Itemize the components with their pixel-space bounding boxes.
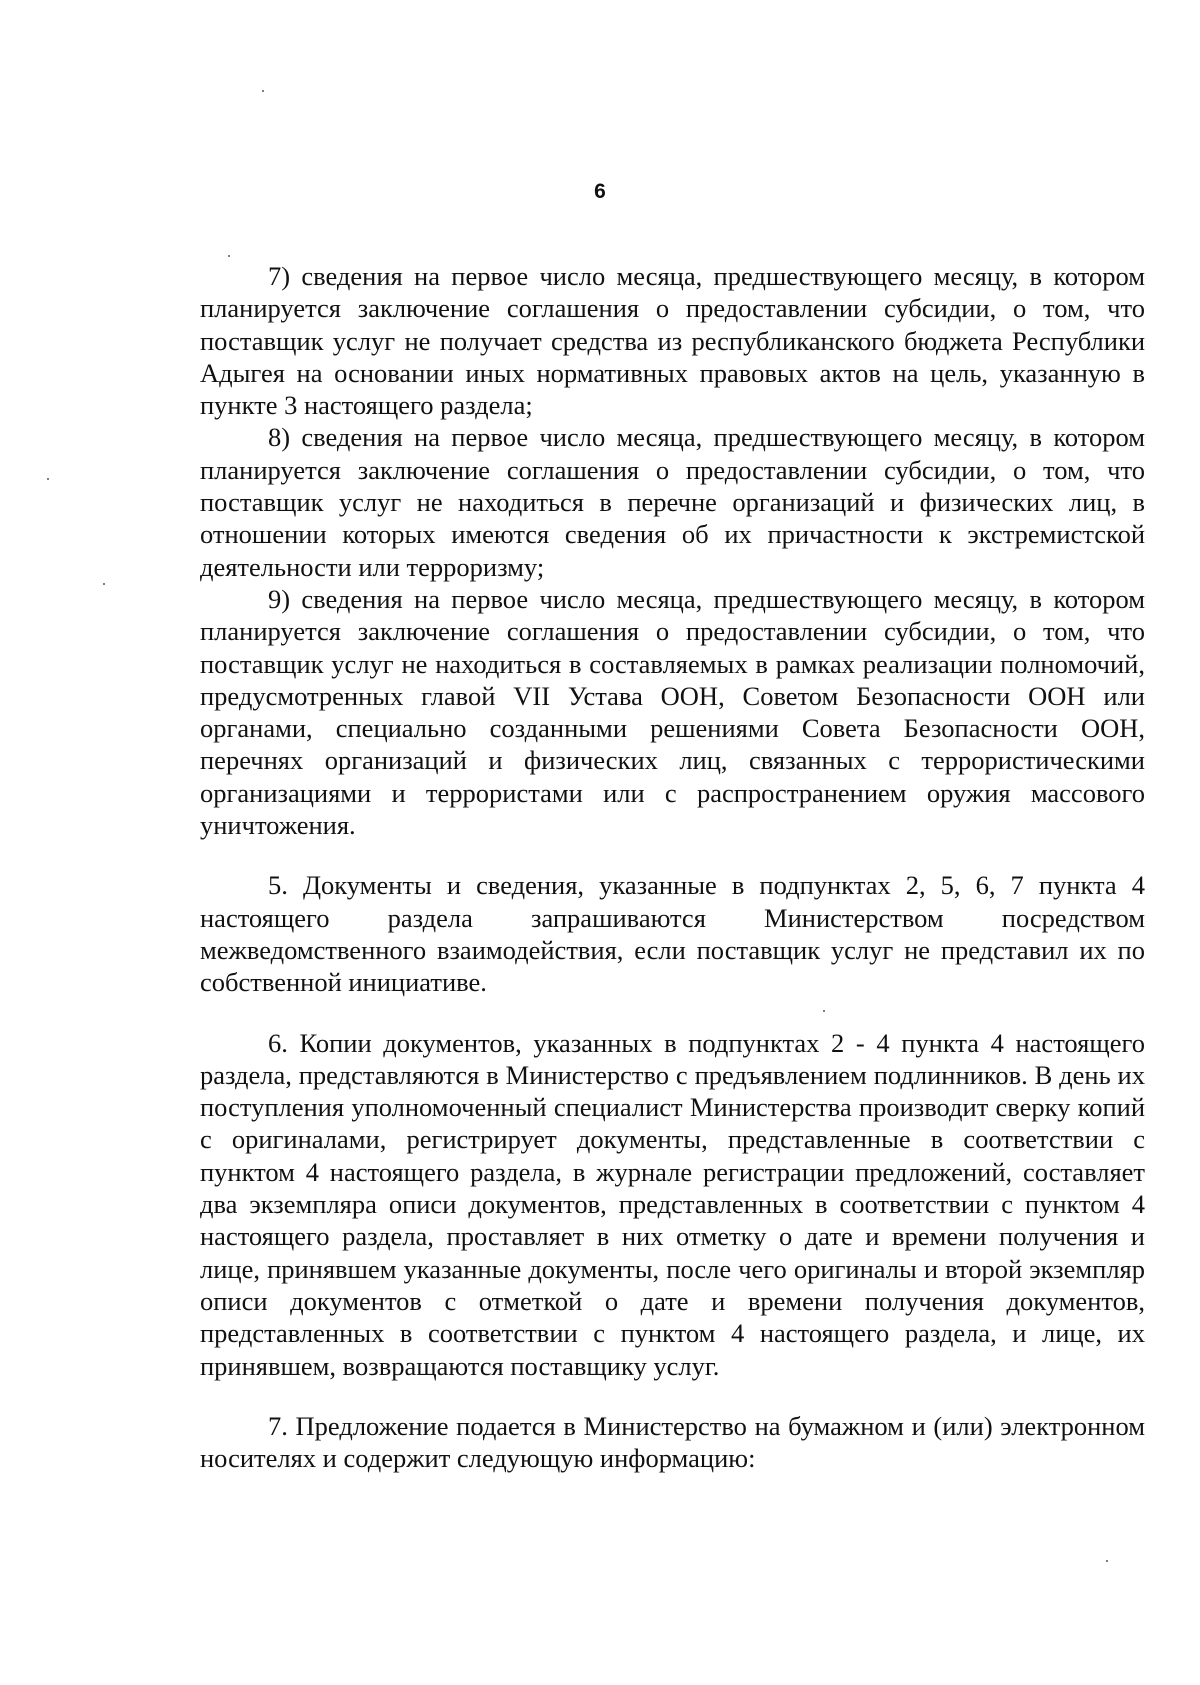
- paragraph-section-5: 5. Документы и сведения, указанные в подпунктах 2, 5, 6, 7 пункта 4 настоящего раздела запрашиваются Министерством посредством межведомственного взаимодействия, если поставщик услуг не представил их по собственной инициативе.: [200, 870, 1145, 998]
- paragraph-section-7: 7. Предложение подается в Министерство на бумажном и (или) электронном носителях и содержит следующую информацию:: [200, 1410, 1145, 1474]
- scan-speck: [823, 1010, 825, 1012]
- scan-speck: [262, 90, 264, 92]
- paragraph-item-8: 8) сведения на первое число месяца, предшествующего месяцу, в котором планируется заключение соглашения о предоставлении субсидии, о том, что поставщик услуг не находиться в перечне организаций и физических лиц, в отношении которых имеются сведения об их причастности к экстремистской деятельности или терроризму;: [200, 422, 1145, 582]
- scan-speck: [228, 255, 230, 257]
- paragraph-item-7: 7) сведения на первое число месяца, предшествующего месяцу, в котором планируется заключение соглашения о предоставлении субсидии, о том, что поставщик услуг не получает средства из республиканского бюджета Республики Адыгея на основании иных нормативных правовых актов на цель, указанную в пункте 3 настоящего раздела;: [200, 261, 1145, 421]
- scan-speck: [47, 478, 49, 480]
- scan-speck: [1106, 1560, 1108, 1562]
- paragraph-item-9: 9) сведения на первое число месяца, предшествующего месяцу, в котором планируется заключение соглашения о предоставлении субсидии, о том, что поставщик услуг не находиться в составляемых в рамках реализации полномочий, предусмотренных главой VII Устава ООН, Советом Безопасности ООН или органами, специально созданными решениями Совета Безопасности ООН, перечнях организаций и физических лиц, связанных с террористическими организациями и террористами или с распространением оружия массового уничтожения.: [200, 583, 1145, 841]
- scan-speck: [103, 583, 105, 585]
- paragraph-section-6: 6. Копии документов, указанных в подпунктах 2 - 4 пункта 4 настоящего раздела, представляются в Министерство с предъявлением подлинников. В день их поступления уполномоченный специалист Министерства производит сверку копий с оригиналами, регистрирует документы, представленные в соответствии с пунктом 4 настоящего раздела, в журнале регистрации предложений, составляет два экземпляра описи документов, представленных в соответствии с пунктом 4 настоящего раздела, проставляет в них отметку о дате и времени получения и лице, принявшем указанные документы, после чего оригиналы и второй экземпляр описи документов с отметкой о дате и времени получения документов, представленных в соответствии с пунктом 4 настоящего раздела, и лице, их принявшем, возвращаются поставщику услуг.: [200, 1027, 1145, 1381]
- page-number: 6: [594, 180, 606, 203]
- document-body: [200, 260, 1145, 1474]
